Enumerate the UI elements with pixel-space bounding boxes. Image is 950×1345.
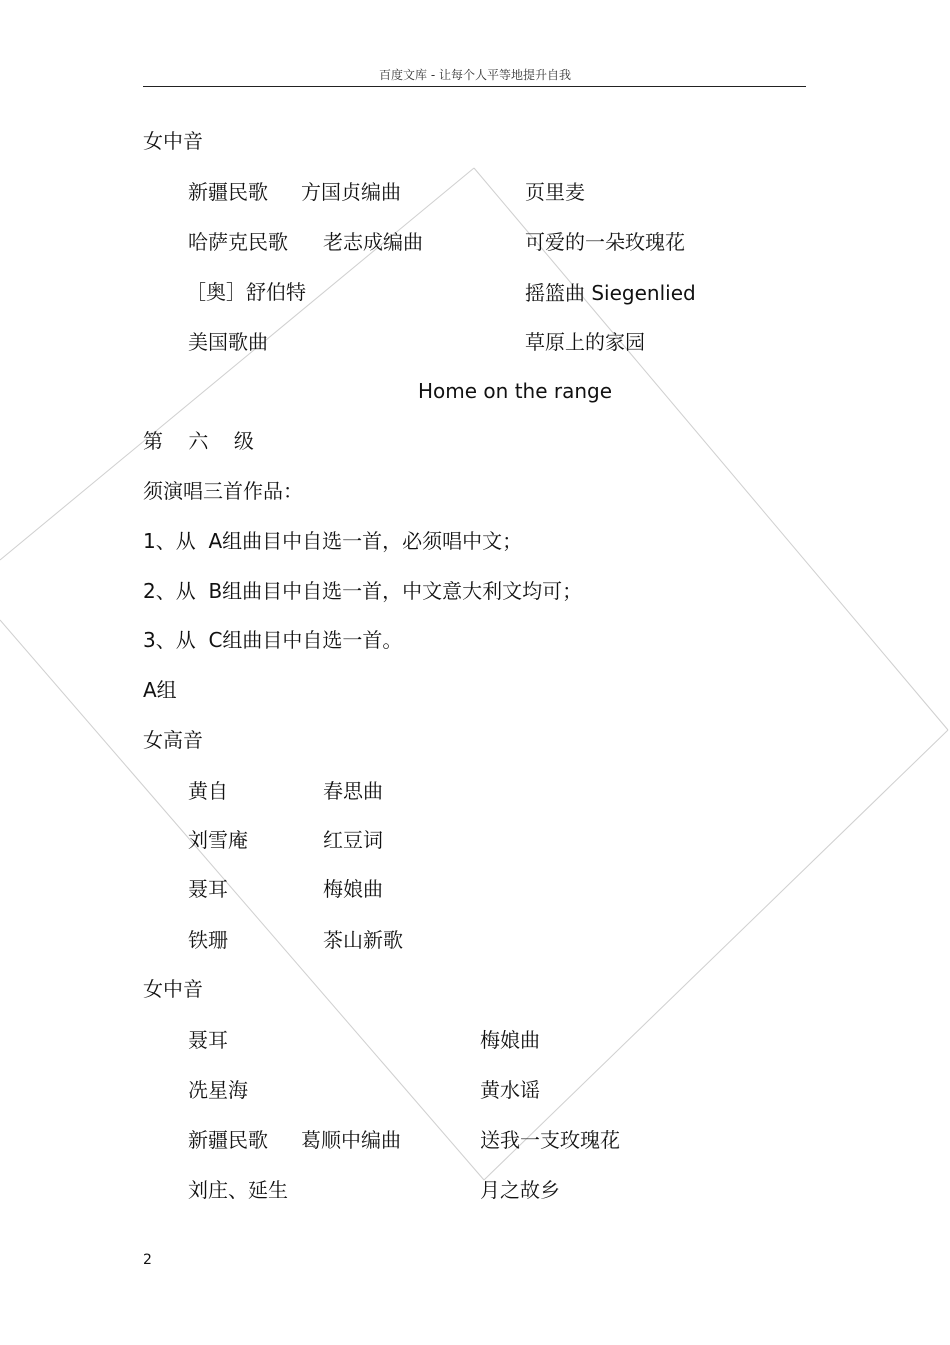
row-title: 摇篮曲 Siegenlied	[525, 281, 696, 305]
section-heading-soprano: 女高音	[143, 728, 203, 752]
row-composer: 冼星海	[188, 1078, 248, 1102]
row-composer: 黄自	[188, 779, 228, 803]
level-heading: 第 六 级	[143, 429, 254, 453]
row-title: 可爱的一朵玫瑰花	[525, 230, 685, 254]
row-composer: 铁珊	[188, 928, 228, 952]
row-composer: 聂耳	[188, 877, 228, 901]
row-subtitle: Home on the range	[418, 379, 613, 403]
row-title: 黄水谣	[480, 1078, 540, 1102]
row-arranger: 方国贞编曲	[301, 180, 401, 204]
row-composer: 聂耳	[188, 1028, 228, 1052]
row-title: 红豆词	[323, 828, 383, 852]
group-heading-a: A组	[143, 678, 177, 702]
row-composer: 新疆民歌	[188, 1128, 268, 1152]
header-divider	[143, 86, 806, 87]
page-number: 2	[143, 1252, 152, 1268]
rule-item: 1、从 A组曲目中自选一首，必须唱中文；	[143, 529, 523, 553]
row-composer: 刘雪庵	[188, 828, 248, 852]
row-title: 梅娘曲	[323, 877, 383, 901]
row-title: 春思曲	[323, 779, 383, 803]
rule-item: 2、从 B组曲目中自选一首，中文意大利文均可；	[143, 579, 583, 603]
row-title: 草原上的家园	[525, 330, 645, 354]
instruction-text: 须演唱三首作品：	[143, 479, 303, 503]
row-composer: ［奥］舒伯特	[186, 280, 306, 304]
row-title: 梅娘曲	[480, 1028, 540, 1052]
row-arranger: 葛顺中编曲	[301, 1128, 401, 1152]
rule-item: 3、从 C组曲目中自选一首。	[143, 628, 403, 652]
page-header: 百度文库 - 让每个人平等地提升自我	[379, 68, 571, 82]
row-title: 送我一支玫瑰花	[480, 1128, 620, 1152]
section-heading-mezzo: 女中音	[143, 977, 203, 1001]
row-composer: 美国歌曲	[188, 330, 268, 354]
section-heading-mezzo: 女中音	[143, 129, 203, 153]
row-arranger: 老志成编曲	[323, 230, 423, 254]
row-title: 月之故乡	[480, 1178, 560, 1202]
row-composer: 刘庄、延生	[188, 1178, 288, 1202]
row-composer: 新疆民歌	[188, 180, 268, 204]
row-title: 茶山新歌	[323, 928, 403, 952]
row-title: 页里麦	[525, 180, 585, 204]
row-composer: 哈萨克民歌	[188, 230, 288, 254]
